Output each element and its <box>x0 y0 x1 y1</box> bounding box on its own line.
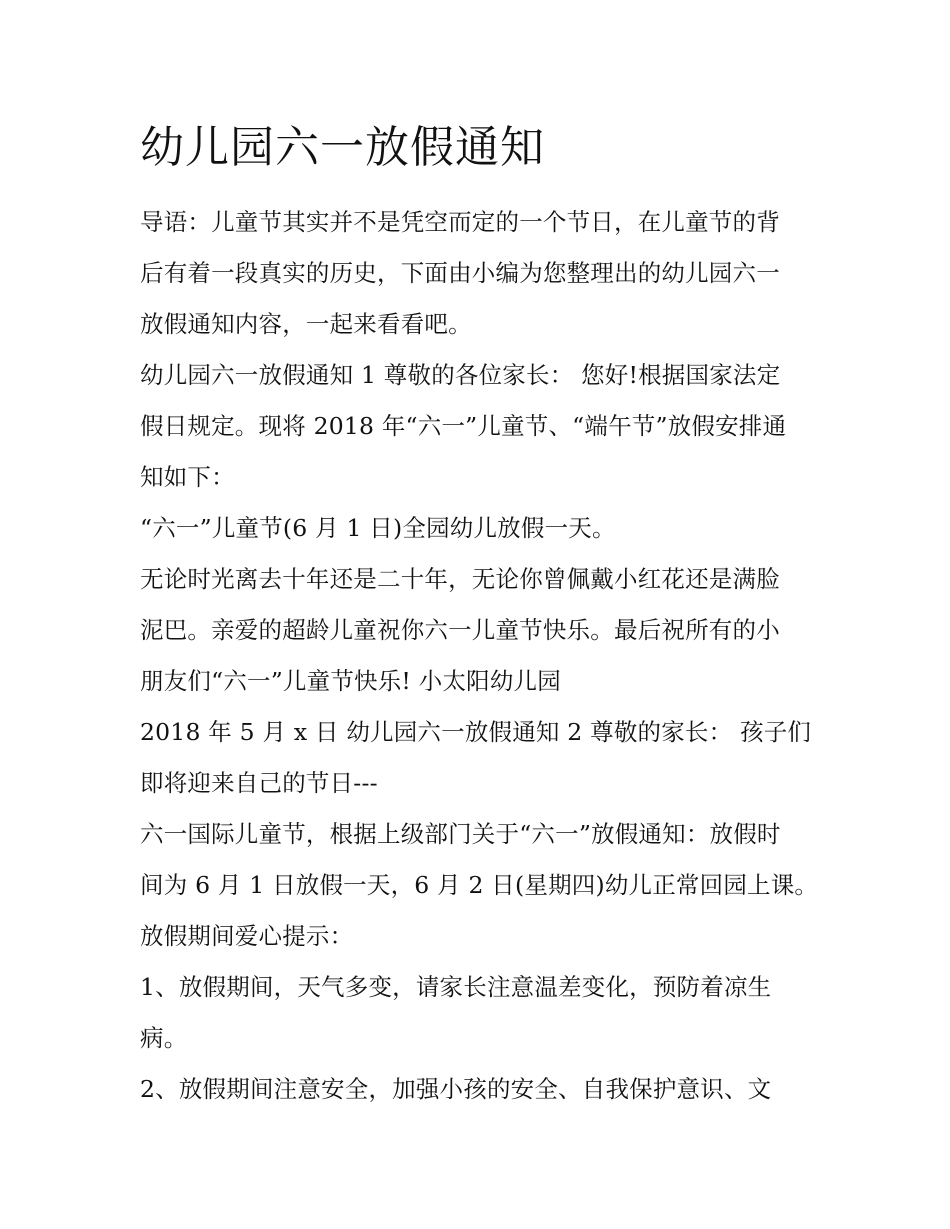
body-line: 2、放假期间注意安全，加强小孩的安全、自我保护意识、文 <box>140 1075 772 1103</box>
body-line: 朋友们“六一”儿童节快乐! 小太阳幼儿园 <box>140 667 561 695</box>
body-line: 1、放假期间，天气多变，请家长注意温差变化，预防着凉生 <box>140 973 772 1001</box>
body-line: 假日规定。现将 2018 年“六一”儿童节、“端午节”放假安排通 <box>140 412 787 440</box>
body-line: 放假期间爱心提示： <box>140 922 354 950</box>
document-title: 幼儿园六一放假通知 <box>140 122 545 173</box>
body-line: 病。 <box>140 1024 188 1052</box>
body-line: “六一”儿童节(6 月 1 日)全园幼儿放假一天。 <box>140 514 616 542</box>
body-line: 泥巴。亲爱的超龄儿童祝你六一儿童节快乐。最后祝所有的小 <box>140 616 780 644</box>
body-line: 2018 年 5 月 x 日 幼儿园六一放假通知 2 尊敬的家长： 孩子们 <box>140 718 812 746</box>
body-line: 后有着一段真实的历史，下面由小编为您整理出的幼儿园六一 <box>140 259 780 287</box>
body-line: 导语：儿童节其实并不是凭空而定的一个节日，在儿童节的背 <box>140 208 780 236</box>
body-line: 间为 6 月 1 日放假一天，6 月 2 日(星期四)幼儿正常回园上课。 <box>140 871 819 899</box>
body-line: 知如下： <box>140 463 235 491</box>
body-line: 六一国际儿童节，根据上级部门关于“六一”放假通知：放假时 <box>140 820 781 848</box>
body-line: 幼儿园六一放假通知 1 尊敬的各位家长： 您好!根据国家法定 <box>140 361 781 389</box>
body-line: 即将迎来自己的节日--- <box>140 769 378 797</box>
body-line: 放假通知内容，一起来看看吧。 <box>140 310 472 338</box>
body-line: 无论时光离去十年还是二十年，无论你曾佩戴小红花还是满脸 <box>140 565 780 593</box>
